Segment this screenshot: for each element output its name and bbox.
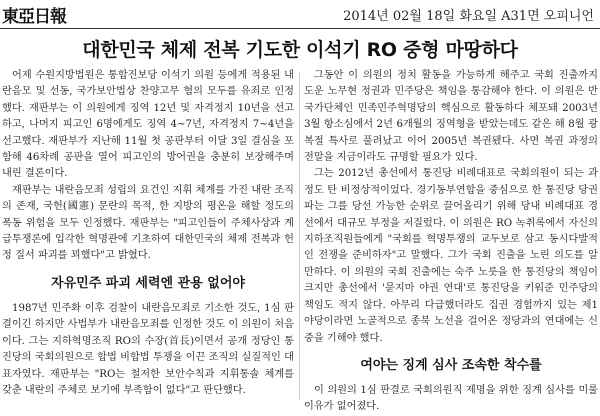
article-column-left <box>2 68 294 400</box>
paragraph: 어제 수원지방법원은 통합진보당 이석기 의원 등에게 적용된 내란음모 및 선동, 국가보안법상 찬양고무 혐의 모두를 유죄로 인정했다. 재판부는 이 의원에게 징역 12년 및 자격정지 10년을 선고하고, 나머지 피고인 6명에게도 징역 4∼7년, 자격정지 7∼4년을 선고했다. 재판부가 지난해 11월 첫 공판부터 이달 3일 결심을 포함해 46차례 공판을 열어 피고인의 방어권을 충분히 보장해주며 내린 결론이다. <box>2 70 294 180</box>
masthead-rule <box>0 28 600 29</box>
masthead <box>0 0 600 30</box>
paragraph: 그는 2012년 총선에서 통진당 비례대표로 국회의원이 되는 과정도 탄 비정상적이었다. 경기동부연합을 중심으로 한 통진당 당권파는 그를 당선 가능한 순위로 끌어올리기 위해 당내 비례대표 경선에서 대규모 부정을 저질렀다. 이 의원은 RO 녹취록에서 자신의 지하조직원들에게 "국회를 혁명투쟁의 교두보로 삼고 동시다발적인 전쟁을 준비하자"고 말했다. 그가 국회 진출을 노린 의도를 알 만하다. 이 의원의 국회 진출에는 숙주 노릇을 한 통진당의 책임이 크지만 총선에서 '묻지마 야권 연대'로 통진당을 키워준 민주당의 책임도 적지 않다. 아무리 다급했더라도 집권 경험까지 있는 제1 야당이라면 노골적으로 종북 노선을 걸어온 정당과의 연대에는 신중을 기해야 했다. <box>304 168 598 344</box>
paragraph: 이 의원의 1심 판결로 국회의원직 제명을 위한 징계 심사를 미룰 이유가 없어졌다. <box>304 384 598 413</box>
paragraph: 1987년 민주화 이후 검찰이 내란음모죄로 기소한 것도, 1심 판결이긴 하지만 사법부가 내란음모죄를 인정한 것도 이 의원이 처음이다. 그는 지하혁명조직 RO의 수장(首長)이면서 공개 정당인 통진당의 국회의원으로 합법 비합법 투쟁을 이끈 조직의 실질적인 대표자였다. 재판부는 "RO는 철저한 보안수칙과 지휘통솔 체계를 갖춘 내란의 주체로 보기에 부족함이 없다"고 판단했다. <box>2 302 294 396</box>
article-column-right <box>304 68 598 413</box>
section-subhead: 여야는 징계 심사 조속한 착수를 <box>360 357 542 373</box>
paragraph: 재판부는 내란음모죄 성립의 요건인 지휘 체계를 가진 내란 조직의 존재, 국헌(國憲) 문란의 목적, 한 지방의 평온을 해할 정도의 폭동 위험을 모두 인정했다. 재판부는 "피고인들이 주체사상과 계급투쟁론에 입각한 혁명관에 기초하여 대한민국의 체제 전복과 헌정 질서 파괴를 꾀했다"고 밝혔다. <box>2 184 294 262</box>
newspaper-logo: 東亞日報 <box>2 7 66 27</box>
dateline: 2014년 02월 18일 화요일 A31면 오피니언 <box>343 9 594 24</box>
section-subhead: 자유민주 파괴 세력엔 관용 없어야 <box>51 275 245 291</box>
paragraph: 그동안 이 의원의 정치 활동을 가능하게 해주고 국회 진출까지 도운 노무현 정권과 민주당은 책임을 통감해야 한다. 이 의원은 반국가단체인 민족민주혁명당의 핵심으로 활동하다 체포돼 2003년 3월 항소심에서 2년 6개월의 징역형을 받았는데도 같은 해 8월 광복절 특사로 풀려났고 이어 2005년 복권됐다. 사면 복권 과정의 전말을 지금이라도 규명할 필요가 있다. <box>304 70 598 164</box>
article-headline: 대한민국 체제 전복 기도한 이석기 RO 중형 마땅하다 <box>82 39 518 61</box>
column-divider <box>299 72 300 400</box>
